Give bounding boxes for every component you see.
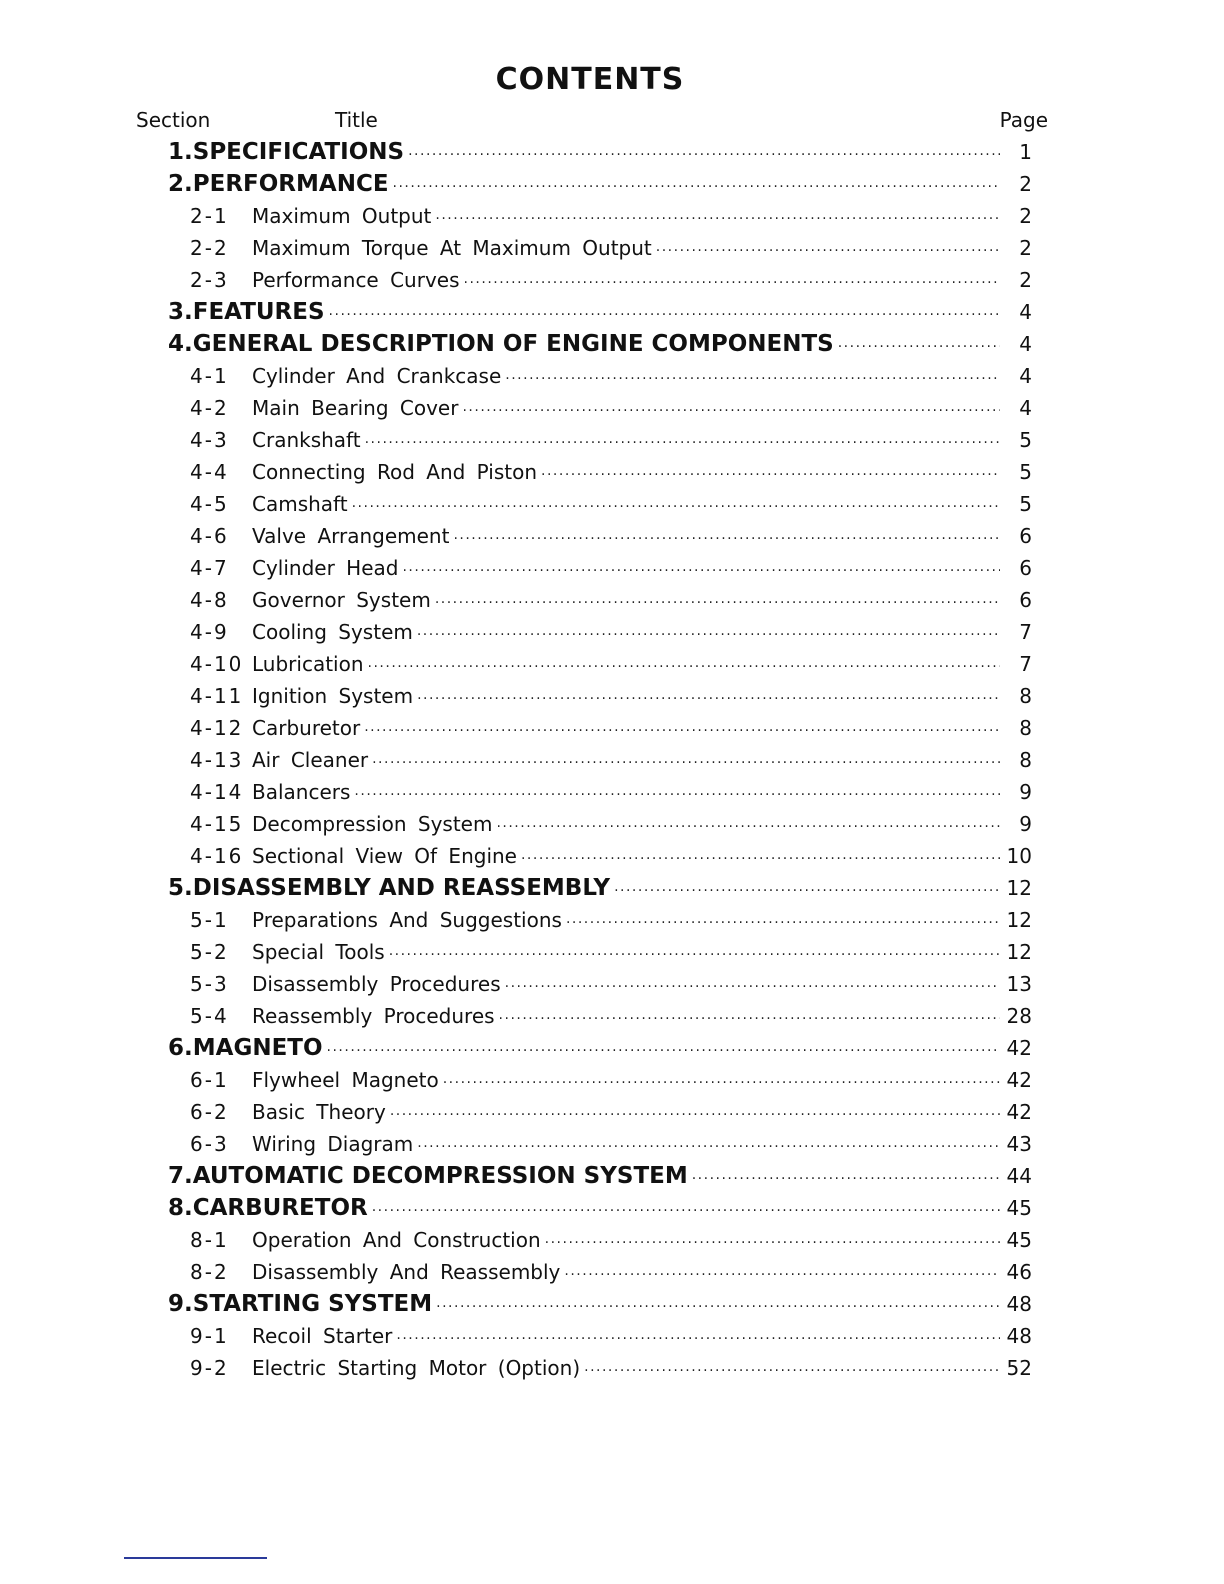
header-title: Title <box>335 108 378 132</box>
toc-number: 5. <box>168 875 193 901</box>
toc-text: AUTOMATIC DECOMPRESSION SYSTEM <box>192 1163 688 1189</box>
toc-subsection-row <box>168 264 1032 296</box>
toc-text: Connecting Rod And Piston <box>252 460 538 484</box>
toc-page-number: 2 <box>1019 236 1032 260</box>
toc-subsection-row <box>168 776 1032 808</box>
toc-text: Disassembly Procedures <box>252 972 501 996</box>
toc-subsection-row <box>168 232 1032 264</box>
toc-label <box>190 1096 386 1128</box>
toc-text: Operation And Construction <box>252 1228 541 1252</box>
toc-text: Camshaft <box>252 492 348 516</box>
toc-subsection-row <box>168 1320 1032 1352</box>
dot-leader <box>372 1195 1000 1227</box>
toc-subsection-row <box>168 200 1032 232</box>
toc-subsection-row <box>168 584 1032 616</box>
toc-label <box>190 520 449 552</box>
dot-leader <box>389 939 1000 971</box>
toc-text: SPECIFICATIONS <box>192 139 405 165</box>
toc-text: Cooling System <box>252 620 413 644</box>
toc-label <box>168 168 389 200</box>
header-page: Page <box>999 108 1048 132</box>
toc-number: 4-15 <box>190 812 244 836</box>
toc-label <box>190 680 413 712</box>
toc-text: Governor System <box>252 588 431 612</box>
toc-page-number: 4 <box>1019 396 1032 420</box>
toc-number: 2-3 <box>190 268 229 292</box>
toc-subsection-row <box>168 1224 1032 1256</box>
toc-label <box>190 392 458 424</box>
toc-page-number: 7 <box>1019 652 1032 676</box>
toc-number: 9. <box>168 1291 193 1317</box>
toc-text: Sectional View Of Engine <box>252 844 517 868</box>
toc-label <box>190 1128 413 1160</box>
toc-page-number: 8 <box>1019 684 1032 708</box>
toc-label <box>190 712 360 744</box>
toc-number: 4-16 <box>190 844 244 868</box>
toc-label <box>190 456 537 488</box>
toc-text: Main Bearing Cover <box>252 396 459 420</box>
toc-page-number: 1 <box>1019 140 1032 164</box>
toc-section-row <box>168 1288 1032 1320</box>
toc-subsection-row <box>168 360 1032 392</box>
toc-number: 1. <box>168 139 193 165</box>
toc-text: Preparations And Suggestions <box>252 908 562 932</box>
toc-list <box>168 136 1032 1384</box>
dot-leader <box>364 715 1000 747</box>
toc-text: CARBURETOR <box>192 1195 368 1221</box>
toc-text: Flywheel Magneto <box>252 1068 439 1092</box>
toc-subsection-row <box>168 712 1032 744</box>
dot-leader <box>327 1035 1000 1067</box>
toc-page-number: 12 <box>1006 940 1032 964</box>
toc-number: 6-1 <box>190 1068 229 1092</box>
toc-subsection-row <box>168 904 1032 936</box>
toc-section-row <box>168 1032 1032 1064</box>
toc-number: 6-3 <box>190 1132 229 1156</box>
toc-page-number: 2 <box>1019 204 1032 228</box>
toc-subsection-row <box>168 744 1032 776</box>
toc-page-number: 28 <box>1006 1004 1032 1028</box>
toc-number: 6-2 <box>190 1100 229 1124</box>
toc-number: 4. <box>168 331 193 357</box>
toc-text: Valve Arrangement <box>252 524 450 548</box>
toc-number: 4-2 <box>190 396 229 420</box>
toc-number: 5-3 <box>190 972 229 996</box>
toc-label <box>190 904 562 936</box>
toc-subsection-row <box>168 1352 1032 1384</box>
dot-leader <box>464 267 1000 299</box>
dot-leader <box>368 651 1000 683</box>
toc-text: Cylinder Head <box>252 556 399 580</box>
toc-text: DISASSEMBLY AND REASSEMBLY <box>192 875 611 901</box>
toc-label <box>190 264 460 296</box>
toc-number: 5-4 <box>190 1004 229 1028</box>
toc-page-number: 7 <box>1019 620 1032 644</box>
dot-leader <box>417 683 1000 715</box>
toc-page-number: 48 <box>1006 1324 1032 1348</box>
dot-leader <box>435 587 1000 619</box>
toc-label <box>190 1256 560 1288</box>
toc-number: 8-1 <box>190 1228 229 1252</box>
toc-label <box>168 296 325 328</box>
toc-text: Cylinder And Crankcase <box>252 364 502 388</box>
toc-page-number: 13 <box>1006 972 1032 996</box>
toc-text: Recoil Starter <box>252 1324 393 1348</box>
dot-leader <box>584 1355 1000 1387</box>
toc-page-number: 6 <box>1019 588 1032 612</box>
toc-number: 2-2 <box>190 236 229 260</box>
dot-leader <box>545 1227 1000 1259</box>
toc-subsection-row <box>168 680 1032 712</box>
toc-number: 7. <box>168 1163 193 1189</box>
toc-label <box>168 872 610 904</box>
dot-leader <box>354 779 1000 811</box>
dot-leader <box>393 171 1000 203</box>
dot-leader <box>838 331 1000 363</box>
toc-subsection-row <box>168 424 1032 456</box>
toc-text: Performance Curves <box>252 268 460 292</box>
dot-leader <box>462 395 1000 427</box>
toc-subsection-row <box>168 520 1032 552</box>
toc-subsection-row <box>168 1000 1032 1032</box>
dot-leader <box>656 235 1000 267</box>
toc-number: 2-1 <box>190 204 229 228</box>
toc-label <box>190 200 431 232</box>
dot-leader <box>436 1291 1000 1323</box>
toc-label <box>190 840 517 872</box>
toc-text: MAGNETO <box>192 1035 323 1061</box>
toc-label <box>190 744 368 776</box>
dot-leader <box>396 1323 1000 1355</box>
toc-page-number: 5 <box>1019 428 1032 452</box>
toc-subsection-row <box>168 456 1032 488</box>
toc-label <box>190 1000 495 1032</box>
toc-subsection-row <box>168 936 1032 968</box>
toc-text: Maximum Output <box>252 204 432 228</box>
toc-text: GENERAL DESCRIPTION OF ENGINE COMPONENTS <box>192 331 834 357</box>
toc-number: 4-3 <box>190 428 229 452</box>
dot-leader <box>496 811 1000 843</box>
toc-text: PERFORMANCE <box>192 171 389 197</box>
toc-page-number: 5 <box>1019 492 1032 516</box>
toc-page-number: 8 <box>1019 748 1032 772</box>
toc-text: Electric Starting Motor (Option) <box>252 1356 581 1380</box>
toc-text: Reassembly Procedures <box>252 1004 495 1028</box>
dot-leader <box>566 907 1000 939</box>
toc-number: 4-10 <box>190 652 244 676</box>
toc-label <box>190 232 652 264</box>
toc-page-number: 6 <box>1019 524 1032 548</box>
toc-label <box>190 488 348 520</box>
toc-text: Lubrication <box>252 652 364 676</box>
dot-leader <box>505 971 1000 1003</box>
toc-label <box>168 1192 368 1224</box>
dot-leader <box>329 299 1000 331</box>
dot-leader <box>417 1131 1000 1163</box>
toc-page-number: 9 <box>1019 780 1032 804</box>
dot-leader <box>390 1099 1000 1131</box>
toc-subsection-row <box>168 552 1032 584</box>
toc-text: Balancers <box>252 780 351 804</box>
toc-page-number: 48 <box>1006 1292 1032 1316</box>
toc-page-number: 52 <box>1006 1356 1032 1380</box>
toc-number: 6. <box>168 1035 193 1061</box>
toc-text: Carburetor <box>252 716 361 740</box>
toc-subsection-row <box>168 616 1032 648</box>
toc-subsection-row <box>168 488 1032 520</box>
toc-page-number: 4 <box>1019 300 1032 324</box>
toc-subsection-row <box>168 648 1032 680</box>
toc-page-number: 44 <box>1006 1164 1032 1188</box>
dot-leader <box>521 843 1000 875</box>
toc-section-row <box>168 136 1032 168</box>
toc-label <box>190 1320 392 1352</box>
toc-number: 4-4 <box>190 460 229 484</box>
toc-number: 9-2 <box>190 1356 229 1380</box>
toc-number: 4-6 <box>190 524 229 548</box>
toc-text: Ignition System <box>252 684 414 708</box>
toc-number: 4-12 <box>190 716 244 740</box>
toc-label <box>168 1160 688 1192</box>
dot-leader <box>417 619 1000 651</box>
toc-section-row <box>168 1192 1032 1224</box>
page-title: CONTENTS <box>495 62 685 97</box>
toc-page-number: 42 <box>1006 1068 1032 1092</box>
toc-subsection-row <box>168 392 1032 424</box>
toc-subsection-row <box>168 1096 1032 1128</box>
dot-leader <box>505 363 1000 395</box>
toc-section-row <box>168 296 1032 328</box>
toc-subsection-row <box>168 808 1032 840</box>
toc-label <box>168 328 834 360</box>
dot-leader <box>541 459 1000 491</box>
toc-section-row <box>168 168 1032 200</box>
toc-number: 4-9 <box>190 620 229 644</box>
header-section: Section <box>136 108 211 132</box>
toc-label <box>190 776 350 808</box>
toc-page-number: 9 <box>1019 812 1032 836</box>
toc-number: 8-2 <box>190 1260 229 1284</box>
toc-number: 3. <box>168 299 193 325</box>
toc-label <box>190 1064 439 1096</box>
toc-page-number: 10 <box>1006 844 1032 868</box>
dot-leader <box>365 427 1000 459</box>
toc-page-number: 43 <box>1006 1132 1032 1156</box>
toc-page-number: 2 <box>1019 172 1032 196</box>
dot-leader <box>372 747 1000 779</box>
toc-page-number: 6 <box>1019 556 1032 580</box>
toc-label <box>168 136 404 168</box>
toc-text: STARTING SYSTEM <box>192 1291 433 1317</box>
toc-section-row <box>168 1160 1032 1192</box>
toc-number: 4-14 <box>190 780 244 804</box>
toc-number: 8. <box>168 1195 193 1221</box>
toc-text: Disassembly And Reassembly <box>252 1260 561 1284</box>
toc-section-row <box>168 872 1032 904</box>
toc-label <box>190 808 492 840</box>
toc-page-number: 12 <box>1006 908 1032 932</box>
dot-leader <box>408 139 1000 171</box>
toc-label <box>190 584 431 616</box>
toc-number: 4-8 <box>190 588 229 612</box>
toc-label <box>168 1288 432 1320</box>
toc-number: 5-1 <box>190 908 229 932</box>
toc-number: 2. <box>168 171 193 197</box>
toc-label <box>190 968 501 1000</box>
toc-text: Special Tools <box>252 940 385 964</box>
toc-page-number: 4 <box>1019 332 1032 356</box>
toc-page-number: 42 <box>1006 1036 1032 1060</box>
toc-section-row <box>168 328 1032 360</box>
toc-number: 4-7 <box>190 556 229 580</box>
footer-rule <box>124 1557 267 1559</box>
toc-text: Crankshaft <box>252 428 361 452</box>
toc-page-number: 45 <box>1006 1228 1032 1252</box>
toc-page-number: 45 <box>1006 1196 1032 1220</box>
toc-label <box>190 1352 580 1384</box>
dot-leader <box>402 555 1000 587</box>
toc-subsection-row <box>168 1256 1032 1288</box>
toc-label <box>190 936 385 968</box>
toc-text: Air Cleaner <box>252 748 369 772</box>
dot-leader <box>443 1067 1000 1099</box>
toc-text: FEATURES <box>192 299 325 325</box>
toc-text: Wiring Diagram <box>252 1132 414 1156</box>
toc-number: 5-2 <box>190 940 229 964</box>
toc-page-number: 42 <box>1006 1100 1032 1124</box>
toc-page-number: 4 <box>1019 364 1032 388</box>
toc-number: 4-5 <box>190 492 229 516</box>
toc-subsection-row <box>168 840 1032 872</box>
toc-label <box>190 360 501 392</box>
toc-label <box>190 1224 541 1256</box>
toc-label <box>190 552 398 584</box>
toc-label <box>190 648 364 680</box>
toc-label <box>168 1032 323 1064</box>
dot-leader <box>564 1259 1000 1291</box>
toc-page-number: 5 <box>1019 460 1032 484</box>
dot-leader <box>692 1163 1000 1195</box>
toc-number: 4-13 <box>190 748 244 772</box>
toc-text: Basic Theory <box>252 1100 386 1124</box>
dot-leader <box>435 203 1000 235</box>
toc-text: Maximum Torque At Maximum Output <box>252 236 652 260</box>
toc-number: 4-1 <box>190 364 229 388</box>
dot-leader <box>352 491 1000 523</box>
dot-leader <box>614 875 1000 907</box>
toc-page-number: 46 <box>1006 1260 1032 1284</box>
toc-subsection-row <box>168 1064 1032 1096</box>
toc-label <box>190 424 361 456</box>
toc-number: 9-1 <box>190 1324 229 1348</box>
toc-number: 4-11 <box>190 684 244 708</box>
dot-leader <box>499 1003 1000 1035</box>
toc-subsection-row <box>168 968 1032 1000</box>
toc-label <box>190 616 413 648</box>
toc-page-number: 8 <box>1019 716 1032 740</box>
toc-page-number: 12 <box>1006 876 1032 900</box>
toc-text: Decompression System <box>252 812 493 836</box>
toc-page-number: 2 <box>1019 268 1032 292</box>
toc-subsection-row <box>168 1128 1032 1160</box>
dot-leader <box>453 523 1000 555</box>
